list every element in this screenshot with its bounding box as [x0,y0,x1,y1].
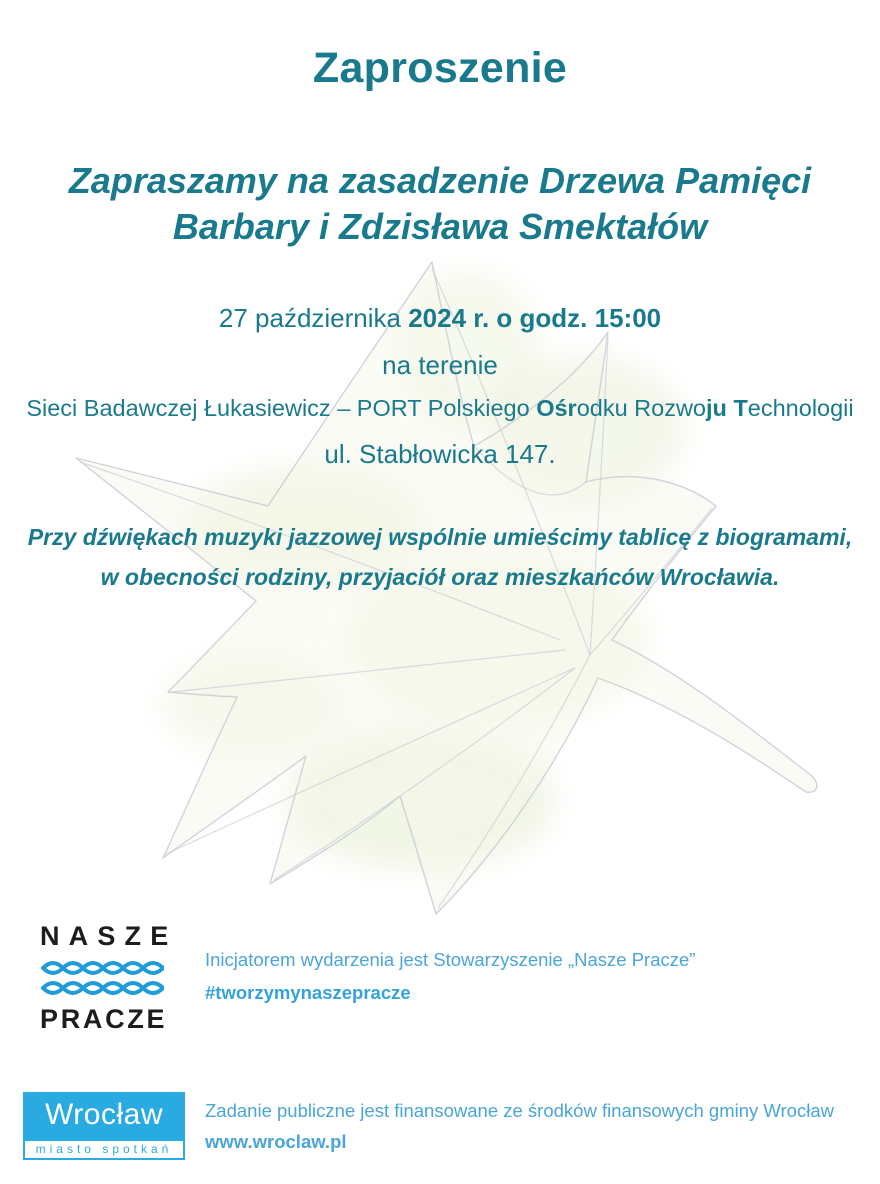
waves-icon [40,956,164,1000]
event-date-day: 27 października [218,303,409,333]
venue-name: Sieci Badawczej Łukasiewicz – PORT Polskiego Ośrodku Rozwoju Technologii [26,395,854,421]
wroclaw-logo-name: Wrocław [23,1092,185,1139]
venue-address: ul. Stabłowicka 147. [324,439,556,469]
wroclaw-logo-tagline: miasto spotkań [23,1139,185,1160]
page-title: Zaproszenie [312,44,568,92]
invitation-headline [0,158,880,250]
funding-url: www.wroclaw.pl [205,1131,347,1152]
invitation-headline-line1: Zapraszamy na zasadzenie Drzewa Pamięci [68,160,812,201]
venue-intro: na terenie [382,350,498,380]
nasze-pracze-logo-word-top: NASZE [40,921,178,951]
event-date [0,303,880,334]
wroclaw-logo [23,1092,185,1160]
organizer-hashtag: #tworzymynaszepracze [205,982,411,1003]
description-line2: w obecności rodziny, przyjaciół oraz mieszkańców Wrocławia. [100,564,780,590]
description-line1: Przy dźwiękach muzyki jazzowej wspólnie umieścimy tablicę z biogramami, [27,524,853,550]
nasze-pracze-logo-word-bottom: PRACZE [40,1004,168,1034]
funding-text: Zadanie publiczne jest finansowane ze środków finansowych gminy Wrocław [205,1100,834,1121]
nasze-pracze-logo [40,919,178,1036]
event-date-time: 2024 r. o godz. 15:00 [408,303,662,333]
organizer-text: Inicjatorem wydarzenia jest Stowarzyszenie „Nasze Pracze” [205,949,696,970]
invitation-headline-line2: Barbary i Zdzisława Smektałów [172,206,708,247]
